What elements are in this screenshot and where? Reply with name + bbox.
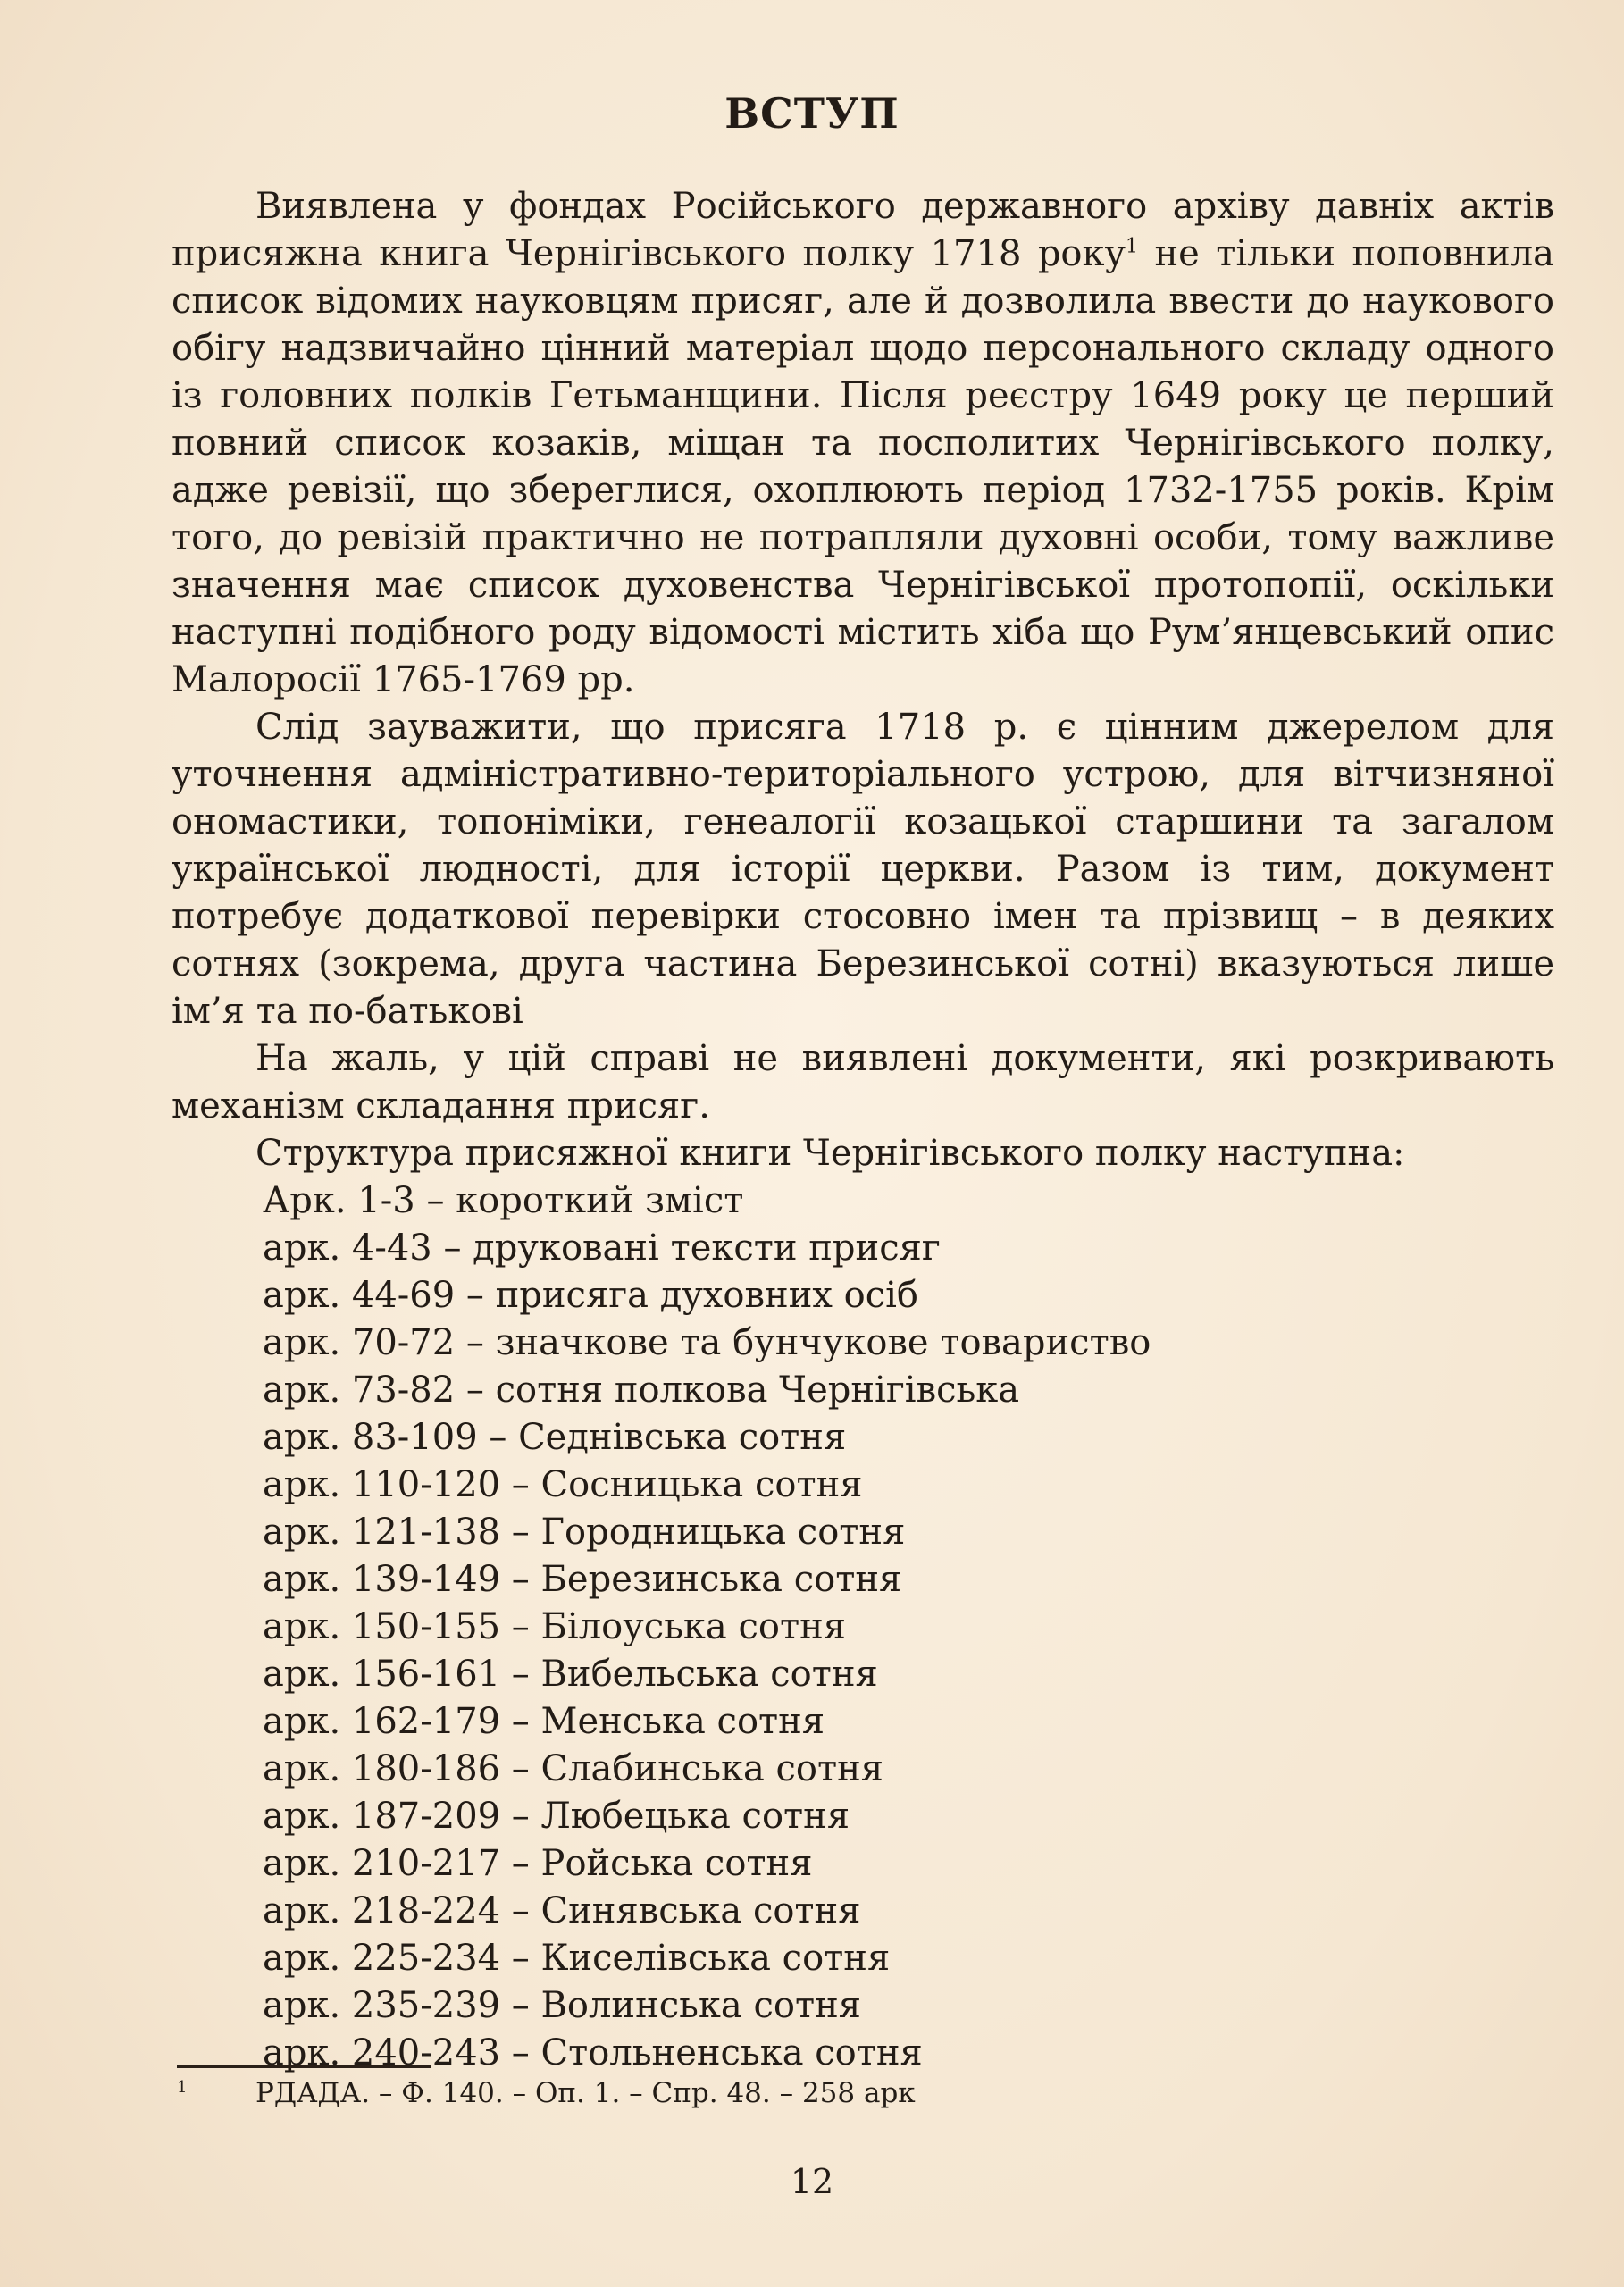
list-item: арк. 121-138 – Городницька сотня: [263, 1512, 906, 1553]
list-item: арк. 83-109 – Седнівська сотня: [263, 1417, 847, 1458]
paragraph-2: Слід зауважити, що присяга 1718 р. є цінним джерелом для уточнення адміністративно-територіального устрою, для вітчизняної ономастики, топоніміки, генеалогії козацької старшини та загалом української людності, для історії церкви. Разом із тим, документ потребує додаткової перевірки стосовно імен та прізвищ – в деяких сотнях (зокрема, друга частина Березинської сотні) вказуються лише ім’я та по-батькові: [172, 707, 1554, 1032]
footnote: [177, 2074, 916, 2112]
structure-list: [172, 1177, 1554, 2077]
list-item: арк. 156-161 – Вибельська сотня: [263, 1654, 878, 1695]
footnote-number: 1: [177, 2078, 188, 2097]
list-item: арк. 73-82 – сотня полкова Чернігівська: [263, 1370, 1020, 1411]
list-item: арк. 225-234 – Киселівська сотня: [263, 1938, 891, 1979]
list-item: арк. 180-186 – Слабинська сотня: [263, 1748, 884, 1789]
list-item: арк. 44-69 – присяга духовних осіб: [263, 1275, 918, 1316]
paragraph-3: На жаль, у цій справі не виявлені документи, які розкривають механізм складання присяг.: [172, 1038, 1554, 1127]
list-item: арк. 162-179 – Менська сотня: [263, 1701, 825, 1742]
paragraph-1-text-a: Виявлена у фондах Російського державного архіву давніх актів присяжна книга Чернігівського полку 1718 року: [172, 186, 1554, 274]
footnote-text: РДАДА. – Ф. 140. – Оп. 1. – Спр. 48. – 258 арк: [255, 2077, 916, 2109]
paragraph-4: Структура присяжної книги Чернігівського полку наступна:: [255, 1133, 1405, 1174]
list-item: арк. 210-217 – Ройська сотня: [263, 1843, 813, 1884]
footnote-reference: 1: [1126, 235, 1139, 258]
list-item: арк. 150-155 – Білоуська сотня: [263, 1606, 846, 1647]
footnote-divider: [177, 2065, 431, 2068]
list-item: арк. 235-239 – Волинська сотня: [263, 1985, 861, 2026]
list-item: арк. 139-149 – Березинська сотня: [263, 1559, 902, 1600]
list-item: арк. 70-72 – значкове та бунчукове товариство: [263, 1322, 1151, 1363]
list-item: арк. 4-43 – друковані тексти присяг: [263, 1227, 941, 1269]
main-text: [172, 183, 1554, 2077]
page-number: 12: [790, 2162, 834, 2201]
paragraph-1-text-b: не тільки поповнила список відомих науковцям присяг, але й дозволила ввести до наукового обігу надзвичайно цінний матеріал щодо персонального складу одного із головних полків Гетьманщини. Після реєстру 1649 року це перший повний список козаків, міщан та посполитих Чернігівського полку, адже ревізії, що збереглися, охоплюють період 1732-1755 років. Крім того, до ревізій практично не потрапляли духовні особи, тому важливе значення має список духовенства Чернігівської протопопії, оскільки наступні подібного роду відомості містить хіба що Рум’янцевський опис Малоросії 1765-1769 рр.: [172, 233, 1555, 700]
paragraph-1: [172, 183, 1554, 704]
list-item: арк. 110-120 – Сосницька сотня: [263, 1464, 863, 1505]
list-item: Арк. 1-3 – короткий зміст: [263, 1180, 744, 1221]
list-item: арк. 240-243 – Стольненська сотня: [263, 2032, 923, 2073]
list-item: арк. 187-209 – Любецька сотня: [263, 1796, 850, 1837]
page-title: ВСТУП: [724, 89, 900, 138]
list-item: арк. 218-224 – Синявська сотня: [263, 1890, 861, 1931]
